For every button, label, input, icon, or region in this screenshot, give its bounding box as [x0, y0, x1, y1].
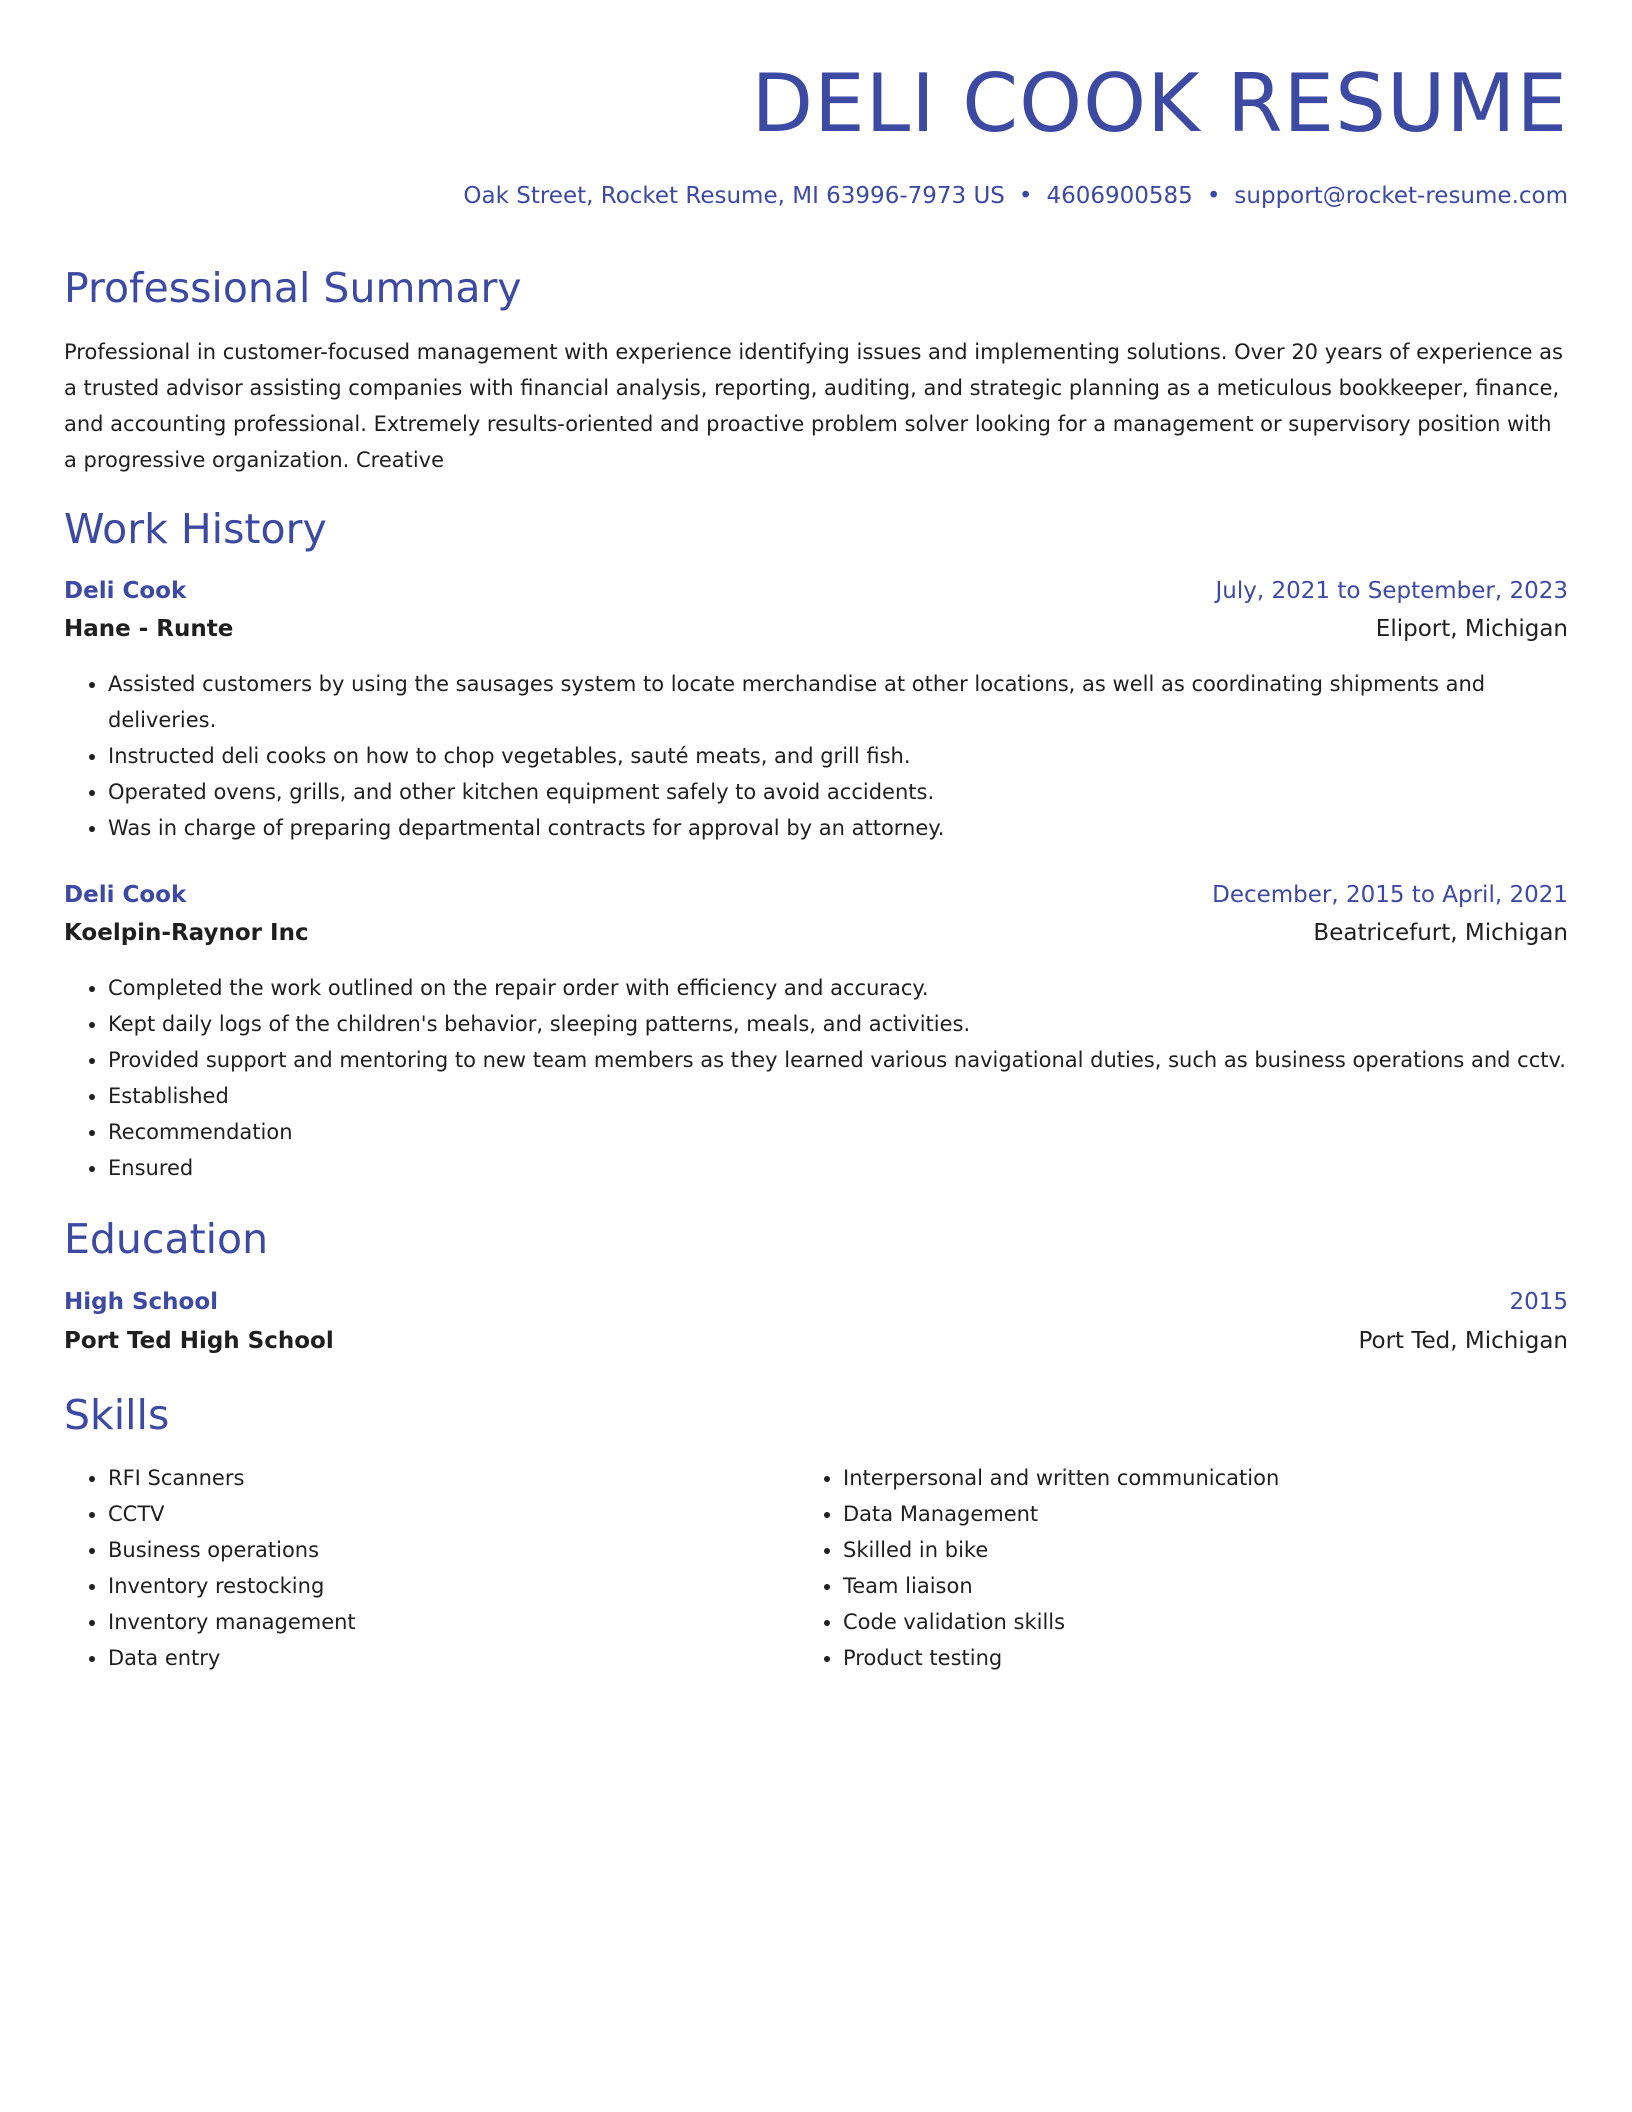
resume-name: DELI COOK RESUME — [751, 57, 1568, 150]
contact-email[interactable]: support@rocket-resume.com — [1234, 183, 1568, 209]
job-header — [64, 879, 1568, 911]
job-header — [64, 575, 1568, 607]
job-duty: • Assisted customers by using the sausages system to locate merchandise at other locations, as well as coordinating shipments and deliveries. — [108, 666, 1568, 738]
skill-item: • Data entry — [108, 1640, 764, 1676]
skill-item: • Team liaison — [843, 1568, 1499, 1604]
skill-item: • Code validation skills — [843, 1604, 1499, 1640]
skill-item: • Inventory restocking — [108, 1568, 764, 1604]
skill-item: • Business operations — [108, 1532, 764, 1568]
work-history-heading: Work History — [64, 505, 327, 553]
job-title: Deli Cook — [64, 882, 187, 908]
contact-separator: • — [1206, 183, 1221, 209]
skills-list-right — [799, 1460, 1499, 1676]
skill-item: • Data Management — [843, 1496, 1499, 1532]
contact-phone: 4606900585 — [1046, 183, 1193, 209]
education-degree: High School — [64, 1289, 219, 1315]
job-employer-row — [64, 917, 1568, 949]
skills-heading: Skills — [64, 1391, 170, 1439]
job-dates: July, 2021 to September, 2023 — [1215, 578, 1568, 604]
education-school-row — [64, 1325, 1568, 1357]
skill-item: • Skilled in bike — [843, 1532, 1499, 1568]
education-year: 2015 — [1509, 1289, 1568, 1315]
job-duties-list — [64, 970, 1568, 1186]
job-duty: • Ensured — [108, 1150, 1568, 1186]
education-location: Port Ted, Michigan — [1358, 1328, 1568, 1354]
skill-item: • Inventory management — [108, 1604, 764, 1640]
job-location: Beatricefurt, Michigan — [1313, 920, 1568, 946]
education-heading: Education — [64, 1215, 269, 1263]
job-dates: December, 2015 to April, 2021 — [1212, 882, 1568, 908]
job-title: Deli Cook — [64, 578, 187, 604]
job-employer-row — [64, 613, 1568, 645]
job-duty: • Operated ovens, grills, and other kitchen equipment safely to avoid accidents. — [108, 774, 1568, 810]
contact-separator: • — [1018, 183, 1033, 209]
education-school: Port Ted High School — [64, 1328, 334, 1354]
job-location: Eliport, Michigan — [1375, 616, 1568, 642]
job-duty: • Provided support and mentoring to new team members as they learned various navigational duties, such as business operations and cctv. — [108, 1042, 1568, 1078]
skill-item: • Product testing — [843, 1640, 1499, 1676]
job-duty: • Instructed deli cooks on how to chop vegetables, sauté meats, and grill fish. — [108, 738, 1568, 774]
contact-address: Oak Street, Rocket Resume, MI 63996-7973 US — [463, 183, 1005, 209]
skill-item: • RFI Scanners — [108, 1460, 764, 1496]
contact-line — [463, 180, 1568, 212]
skill-item: • Interpersonal and written communication — [843, 1460, 1499, 1496]
job-company: Hane - Runte — [64, 616, 234, 642]
education-header — [64, 1286, 1568, 1318]
job-duties-list — [64, 666, 1568, 846]
job-duty: • Kept daily logs of the children's behavior, sleeping patterns, meals, and activities. — [108, 1006, 1568, 1042]
skill-item: • CCTV — [108, 1496, 764, 1532]
summary-text: Professional in customer-focused management with experience identifying issues and implementing solutions. Over 20 years of experience as a trusted advisor assisting companies with financial analysis, reporting, auditing, and strategic planning as a meticulous bookkeeper, finance, and accounting professional. Extremely results-oriented and proactive problem solver looking for a management or supervisory position with a progressive organization. Creative — [64, 340, 1563, 472]
job-duty: • Completed the work outlined on the repair order with efficiency and accuracy. — [108, 970, 1568, 1006]
job-duty: • Recommendation — [108, 1114, 1568, 1150]
job-duty: • Established — [108, 1078, 1568, 1114]
skills-list-left — [64, 1460, 764, 1676]
job-company: Koelpin-Raynor Inc — [64, 920, 309, 946]
job-duty: • Was in charge of preparing departmental contracts for approval by an attorney. — [108, 810, 1568, 846]
summary-heading: Professional Summary — [64, 264, 522, 312]
